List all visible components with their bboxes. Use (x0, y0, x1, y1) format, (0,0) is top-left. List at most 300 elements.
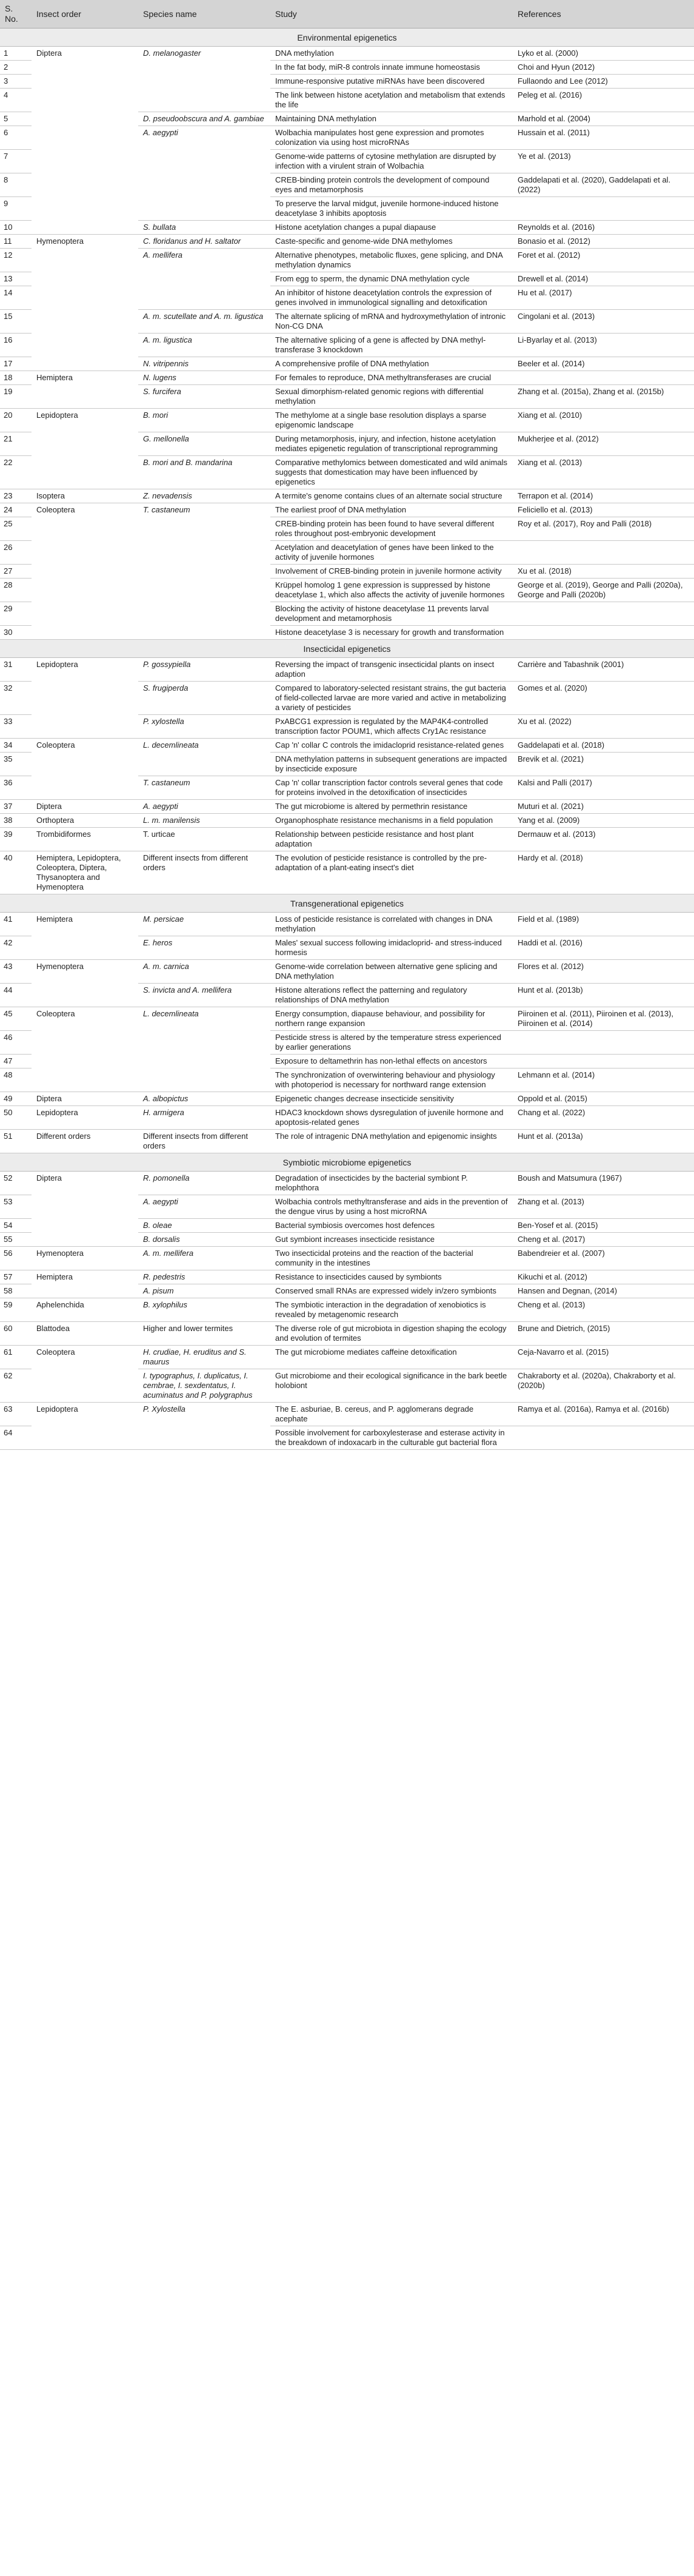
row-number: 50 (0, 1106, 32, 1130)
table-row (0, 960, 694, 984)
species-name: L. decemlineata (138, 1007, 270, 1092)
study-text: Pesticide stress is altered by the temperature stress experienced by earlier generations (270, 1031, 513, 1055)
reference-text: Brune and Dietrich, (2015) (513, 1322, 694, 1346)
study-text: Bacterial symbiosis overcomes host defences (270, 1219, 513, 1233)
table-header (0, 0, 694, 29)
reference-text: Boush and Matsumura (1967) (513, 1172, 694, 1195)
species-name: A. albopictus (138, 1092, 270, 1106)
section-header-row (0, 29, 694, 47)
row-number: 62 (0, 1369, 32, 1403)
table-row (0, 1247, 694, 1270)
reference-text: Carrière and Tabashnik (2001) (513, 658, 694, 682)
row-number: 12 (0, 249, 32, 272)
row-number: 49 (0, 1092, 32, 1106)
reference-text: Marhold et al. (2004) (513, 112, 694, 126)
reference-text: Li-Byarlay et al. (2013) (513, 334, 694, 357)
row-number: 18 (0, 371, 32, 385)
study-text: Caste-specific and genome-wide DNA methylomes (270, 235, 513, 249)
row-number: 4 (0, 89, 32, 112)
reference-text: Hussain et al. (2011) (513, 126, 694, 150)
row-number: 13 (0, 272, 32, 286)
table-row (0, 1106, 694, 1130)
species-name: A. aegypti (138, 126, 270, 221)
row-number: 23 (0, 489, 32, 503)
reference-text (513, 602, 694, 626)
row-number: 60 (0, 1322, 32, 1346)
row-number: 38 (0, 814, 32, 828)
reference-text (513, 197, 694, 221)
study-text: Epigenetic changes decrease insecticide sensitivity (270, 1092, 513, 1106)
reference-text: Zhang et al. (2015a), Zhang et al. (2015b) (513, 385, 694, 409)
reference-text: Zhang et al. (2013) (513, 1195, 694, 1219)
reference-text: Foret et al. (2012) (513, 249, 694, 272)
species-name: E. heros (138, 936, 270, 960)
row-number: 63 (0, 1403, 32, 1426)
insect-order: Hymenoptera (32, 960, 138, 1007)
study-text: In the fat body, miR-8 controls innate immune homeostasis (270, 61, 513, 75)
table-body (0, 29, 694, 1450)
species-name: H. armigera (138, 1106, 270, 1130)
reference-text: Lyko et al. (2000) (513, 47, 694, 61)
insect-order: Lepidoptera (32, 1106, 138, 1130)
study-text: The role of intragenic DNA methylation and epigenomic insights (270, 1130, 513, 1153)
header-species-name: Species name (138, 0, 270, 29)
row-number: 8 (0, 173, 32, 197)
section-header-row (0, 1153, 694, 1172)
reference-text: Cheng et al. (2013) (513, 1298, 694, 1322)
species-name: B. mori (138, 409, 270, 432)
insect-order: Different orders (32, 1130, 138, 1153)
species-name: P. Xylostella (138, 1403, 270, 1450)
reference-text: George et al. (2019), George and Palli (2020a), George and Palli (2020b) (513, 579, 694, 602)
species-name: Z. nevadensis (138, 489, 270, 503)
row-number: 22 (0, 456, 32, 489)
reference-text: Chakraborty et al. (2020a), Chakraborty et al. (2020b) (513, 1369, 694, 1403)
species-name: B. dorsalis (138, 1233, 270, 1247)
study-text: CREB-binding protein controls the development of compound eyes and metamorphosis (270, 173, 513, 197)
insect-order: Diptera (32, 1092, 138, 1106)
study-text: Reversing the impact of transgenic insecticidal plants on insect adaption (270, 658, 513, 682)
study-text: The synchronization of overwintering behaviour and physiology with photoperiod is necessary for northward range extension (270, 1068, 513, 1092)
reference-text (513, 371, 694, 385)
species-name: G. mellonella (138, 432, 270, 456)
species-name: A. aegypti (138, 800, 270, 814)
table-row (0, 1130, 694, 1153)
reference-text: Fullaondo and Lee (2012) (513, 75, 694, 89)
study-text: The evolution of pesticide resistance is controlled by the pre-adaptation of a plant-eating insect's diet (270, 851, 513, 894)
row-number: 5 (0, 112, 32, 126)
reference-text: Hardy et al. (2018) (513, 851, 694, 894)
insect-order: Coleoptera (32, 739, 138, 800)
reference-text: Lehmann et al. (2014) (513, 1068, 694, 1092)
insect-order: Lepidoptera (32, 1403, 138, 1450)
insect-order: Orthoptera (32, 814, 138, 828)
row-number: 11 (0, 235, 32, 249)
row-number: 39 (0, 828, 32, 851)
study-text: Acetylation and deacetylation of genes have been linked to the activity of juvenile hormones (270, 541, 513, 565)
species-name: B. mori and B. mandarina (138, 456, 270, 489)
study-text: Organophosphate resistance mechanisms in a field population (270, 814, 513, 828)
reference-text: Kalsi and Palli (2017) (513, 776, 694, 800)
study-text: Histone acetylation changes a pupal diapause (270, 221, 513, 235)
row-number: 59 (0, 1298, 32, 1322)
table-row (0, 1092, 694, 1106)
row-number: 61 (0, 1346, 32, 1369)
table-row (0, 1346, 694, 1369)
row-number: 27 (0, 565, 32, 579)
species-name: S. frugiperda (138, 682, 270, 715)
reference-text: Hunt et al. (2013b) (513, 984, 694, 1007)
table-row (0, 851, 694, 894)
reference-text: Xiang et al. (2010) (513, 409, 694, 432)
reference-text: Cingolani et al. (2013) (513, 310, 694, 334)
table-row (0, 1270, 694, 1284)
table-row (0, 913, 694, 936)
row-number: 14 (0, 286, 32, 310)
reference-text: Oppold et al. (2015) (513, 1092, 694, 1106)
reference-text: Piiroinen et al. (2011), Piiroinen et al. (2013), Piiroinen et al. (2014) (513, 1007, 694, 1031)
table-row (0, 503, 694, 517)
section-header-row (0, 894, 694, 913)
row-number: 16 (0, 334, 32, 357)
reference-text: Peleg et al. (2016) (513, 89, 694, 112)
row-number: 52 (0, 1172, 32, 1195)
study-text: From egg to sperm, the dynamic DNA methylation cycle (270, 272, 513, 286)
study-text: Relationship between pesticide resistance and host plant adaptation (270, 828, 513, 851)
reference-text: Beeler et al. (2014) (513, 357, 694, 371)
table-row (0, 1007, 694, 1031)
reference-text (513, 1031, 694, 1055)
study-text: Maintaining DNA methylation (270, 112, 513, 126)
reference-text: Cheng et al. (2017) (513, 1233, 694, 1247)
row-number: 6 (0, 126, 32, 150)
species-name: N. vitripennis (138, 357, 270, 371)
reference-text: Chang et al. (2022) (513, 1106, 694, 1130)
reference-text: Ramya et al. (2016a), Ramya et al. (2016b) (513, 1403, 694, 1426)
reference-text: Reynolds et al. (2016) (513, 221, 694, 235)
insect-order: Hymenoptera (32, 1247, 138, 1270)
reference-text: Yang et al. (2009) (513, 814, 694, 828)
reference-text: Dermauw et al. (2013) (513, 828, 694, 851)
insect-order: Blattodea (32, 1322, 138, 1346)
table-row (0, 1298, 694, 1322)
row-number: 48 (0, 1068, 32, 1092)
row-number: 35 (0, 753, 32, 776)
table-row (0, 371, 694, 385)
row-number: 44 (0, 984, 32, 1007)
row-number: 21 (0, 432, 32, 456)
insect-order: Hemiptera, Lepidoptera, Coleoptera, Diptera, Thysanoptera and Hymenoptera (32, 851, 138, 894)
study-text: The E. asburiae, B. cereus, and P. agglomerans degrade acephate (270, 1403, 513, 1426)
table-row (0, 828, 694, 851)
reference-text: Kikuchi et al. (2012) (513, 1270, 694, 1284)
study-text: A comprehensive profile of DNA methylation (270, 357, 513, 371)
study-text: Possible involvement for carboxylesterase and esterase activity in the breakdown of indoxacarb in the culturable gut bacterial flora (270, 1426, 513, 1450)
study-text: PxABCG1 expression is regulated by the MAP4K4-controlled transcription factor POUM1, which affects Cry1Ac resistance (270, 715, 513, 739)
study-text: HDAC3 knockdown shows dysregulation of juvenile hormone and apoptosis-related genes (270, 1106, 513, 1130)
row-number: 45 (0, 1007, 32, 1031)
section-title: Environmental epigenetics (0, 29, 694, 47)
reference-text: Field et al. (1989) (513, 913, 694, 936)
species-name: S. invicta and A. mellifera (138, 984, 270, 1007)
study-text: Immune-responsive putative miRNAs have been discovered (270, 75, 513, 89)
header-s-no: S. No. (0, 0, 32, 29)
row-number: 34 (0, 739, 32, 753)
species-name: A. m. scutellate and A. m. ligustica (138, 310, 270, 334)
study-text: DNA methylation (270, 47, 513, 61)
row-number: 55 (0, 1233, 32, 1247)
study-text: The earliest proof of DNA methylation (270, 503, 513, 517)
species-name: A. pisum (138, 1284, 270, 1298)
row-number: 40 (0, 851, 32, 894)
study-text: The methylome at a single base resolution displays a sparse epigenomic landscape (270, 409, 513, 432)
row-number: 10 (0, 221, 32, 235)
table-row (0, 47, 694, 61)
study-text: Blocking the activity of histone deacetylase 11 prevents larval development and metamorphosis (270, 602, 513, 626)
species-name: M. persicae (138, 913, 270, 936)
study-text: Genome-wide patterns of cytosine methylation are disrupted by infection with a virulent strain of Wolbachia (270, 150, 513, 173)
study-text: An inhibitor of histone deacetylation controls the expression of genes involved in immunological signalling and detoxification (270, 286, 513, 310)
table-row (0, 489, 694, 503)
study-text: Two insecticidal proteins and the reaction of the bacterial community in the intestines (270, 1247, 513, 1270)
reference-text: Gaddelapati et al. (2020), Gaddelapati et al. (2022) (513, 173, 694, 197)
row-number: 20 (0, 409, 32, 432)
insect-order: Diptera (32, 800, 138, 814)
insect-order: Coleoptera (32, 1346, 138, 1403)
insect-order: Lepidoptera (32, 658, 138, 739)
study-text: Krüppel homolog 1 gene expression is suppressed by histone deacetylase 1, which also affects the activity of juvenile hormones (270, 579, 513, 602)
study-text: Wolbachia controls methyltransferase and aids in the prevention of the dengue virus by using a host microRNA (270, 1195, 513, 1219)
study-text: Cap 'n' collar transcription factor controls several genes that code for proteins involved in the detoxification of insecticides (270, 776, 513, 800)
row-number: 58 (0, 1284, 32, 1298)
header-study: Study (270, 0, 513, 29)
reference-text: Xu et al. (2022) (513, 715, 694, 739)
study-text: Histone deacetylase 3 is necessary for growth and transformation (270, 626, 513, 640)
study-text: Degradation of insecticides by the bacterial symbiont P. melophthora (270, 1172, 513, 1195)
row-number: 42 (0, 936, 32, 960)
row-number: 57 (0, 1270, 32, 1284)
reference-text: Choi and Hyun (2012) (513, 61, 694, 75)
insect-order: Isoptera (32, 489, 138, 503)
species-name: D. melanogaster (138, 47, 270, 112)
row-number: 28 (0, 579, 32, 602)
reference-text (513, 1055, 694, 1068)
species-name: Different insects from different orders (138, 1130, 270, 1153)
insect-order: Hemiptera (32, 913, 138, 960)
species-name: B. xylophilus (138, 1298, 270, 1322)
header-row (0, 0, 694, 29)
row-number: 36 (0, 776, 32, 800)
table-row (0, 1403, 694, 1426)
row-number: 30 (0, 626, 32, 640)
study-text: During metamorphosis, injury, and infection, histone acetylation mediates epigenetic regulation of transcriptional reprogramming (270, 432, 513, 456)
study-text: The link between histone acetylation and metabolism that extends the life (270, 89, 513, 112)
study-text: Histone alterations reflect the patterning and regulatory relationships of DNA methylation (270, 984, 513, 1007)
reference-text: Roy et al. (2017), Roy and Palli (2018) (513, 517, 694, 541)
table-row (0, 235, 694, 249)
reference-text: Flores et al. (2012) (513, 960, 694, 984)
species-name: Higher and lower termites (138, 1322, 270, 1346)
study-text: Compared to laboratory-selected resistant strains, the gut bacteria of field-collected larvae are more varied and active in metabolizing a variety of pesticides (270, 682, 513, 715)
reference-text: Bonasio et al. (2012) (513, 235, 694, 249)
reference-text: Muturi et al. (2021) (513, 800, 694, 814)
species-name: I. typographus, I. duplicatus, I. cembrae, I. sexdentatus, I. acuminatus and P. polygraphus (138, 1369, 270, 1403)
row-number: 32 (0, 682, 32, 715)
study-text: Cap 'n' collar C controls the imidacloprid resistance-related genes (270, 739, 513, 753)
study-text: The diverse role of gut microbiota in digestion shaping the ecology and evolution of termites (270, 1322, 513, 1346)
section-header-row (0, 640, 694, 658)
reference-text: Babendreier et al. (2007) (513, 1247, 694, 1270)
row-number: 9 (0, 197, 32, 221)
section-title: Transgenerational epigenetics (0, 894, 694, 913)
section-title: Symbiotic microbiome epigenetics (0, 1153, 694, 1172)
row-number: 47 (0, 1055, 32, 1068)
table-row (0, 409, 694, 432)
insect-order: Aphelenchida (32, 1298, 138, 1322)
row-number: 33 (0, 715, 32, 739)
row-number: 54 (0, 1219, 32, 1233)
species-name: L. decemlineata (138, 739, 270, 776)
row-number: 26 (0, 541, 32, 565)
study-text: Comparative methylomics between domesticated and wild animals suggests that domestication may have been influenced by epigenetics (270, 456, 513, 489)
table-row (0, 800, 694, 814)
species-name: B. oleae (138, 1219, 270, 1233)
species-name: T. castaneum (138, 776, 270, 800)
row-number: 1 (0, 47, 32, 61)
species-name: T. castaneum (138, 503, 270, 640)
species-name: A. m. carnica (138, 960, 270, 984)
table-row (0, 658, 694, 682)
table-row (0, 1172, 694, 1195)
species-name: T. urticae (138, 828, 270, 851)
row-number: 24 (0, 503, 32, 517)
reference-text: Hunt et al. (2013a) (513, 1130, 694, 1153)
study-text: Wolbachia manipulates host gene expression and promotes colonization via using host microRNAs (270, 126, 513, 150)
row-number: 37 (0, 800, 32, 814)
study-text: The alternate splicing of mRNA and hydroxymethylation of intronic Non-CG DNA (270, 310, 513, 334)
reference-text: Xiang et al. (2013) (513, 456, 694, 489)
study-text: Gut symbiont increases insecticide resistance (270, 1233, 513, 1247)
row-number: 51 (0, 1130, 32, 1153)
reference-text: Brevik et al. (2021) (513, 753, 694, 776)
insect-order: Coleoptera (32, 503, 138, 640)
reference-text: Drewell et al. (2014) (513, 272, 694, 286)
table-row (0, 739, 694, 753)
study-text: The alternative splicing of a gene is affected by DNA methyl-transferase 3 knockdown (270, 334, 513, 357)
study-text: Alternative phenotypes, metabolic fluxes, gene splicing, and DNA methylation dynamics (270, 249, 513, 272)
row-number: 15 (0, 310, 32, 334)
reference-text (513, 1426, 694, 1450)
species-name: L. m. manilensis (138, 814, 270, 828)
reference-text: Haddi et al. (2016) (513, 936, 694, 960)
species-name: D. pseudoobscura and A. gambiae (138, 112, 270, 126)
reference-text: Mukherjee et al. (2012) (513, 432, 694, 456)
species-name: S. bullata (138, 221, 270, 235)
study-text: Resistance to insecticides caused by symbionts (270, 1270, 513, 1284)
species-name: C. floridanus and H. saltator (138, 235, 270, 249)
row-number: 43 (0, 960, 32, 984)
reference-text: Gaddelapati et al. (2018) (513, 739, 694, 753)
insect-order: Lepidoptera (32, 409, 138, 489)
species-name: N. lugens (138, 371, 270, 385)
species-name: A. m. mellifera (138, 1247, 270, 1270)
species-name: R. pomonella (138, 1172, 270, 1195)
study-text: Conserved small RNAs are expressed widely in/zero symbionts (270, 1284, 513, 1298)
species-name: A. m. ligustica (138, 334, 270, 357)
insect-order: Hemiptera (32, 1270, 138, 1298)
row-number: 31 (0, 658, 32, 682)
insect-order: Hymenoptera (32, 235, 138, 371)
reference-text: Feliciello et al. (2013) (513, 503, 694, 517)
study-text: Loss of pesticide resistance is correlated with changes in DNA methylation (270, 913, 513, 936)
study-text: Exposure to deltamethrin has non-lethal effects on ancestors (270, 1055, 513, 1068)
row-number: 7 (0, 150, 32, 173)
reference-text: Gomes et al. (2020) (513, 682, 694, 715)
species-name: S. furcifera (138, 385, 270, 409)
row-number: 56 (0, 1247, 32, 1270)
study-text: A termite's genome contains clues of an alternate social structure (270, 489, 513, 503)
row-number: 53 (0, 1195, 32, 1219)
study-text: To preserve the larval midgut, juvenile hormone-induced histone deacetylase 3 inhibits apoptosis (270, 197, 513, 221)
table-row (0, 814, 694, 828)
header-references: References (513, 0, 694, 29)
insect-order: Coleoptera (32, 1007, 138, 1092)
study-text: Energy consumption, diapause behaviour, and possibility for northern range expansion (270, 1007, 513, 1031)
species-name: P. xylostella (138, 715, 270, 739)
study-text: Genome-wide correlation between alternative gene splicing and DNA methylation (270, 960, 513, 984)
reference-text: Ye et al. (2013) (513, 150, 694, 173)
reference-text: Hu et al. (2017) (513, 286, 694, 310)
row-number: 25 (0, 517, 32, 541)
species-name: H. crudiae, H. eruditus and S. maurus (138, 1346, 270, 1369)
header-insect-order: Insect order (32, 0, 138, 29)
study-text: Males' sexual success following imidacloprid- and stress-induced hormesis (270, 936, 513, 960)
species-name: Different insects from different orders (138, 851, 270, 894)
study-text: Gut microbiome and their ecological significance in the bark beetle holobiont (270, 1369, 513, 1403)
study-text: The gut microbiome mediates caffeine detoxification (270, 1346, 513, 1369)
study-text: Involvement of CREB-binding protein in juvenile hormone activity (270, 565, 513, 579)
row-number: 3 (0, 75, 32, 89)
study-text: DNA methylation patterns in subsequent generations are impacted by insecticide exposure (270, 753, 513, 776)
species-name: P. gossypiella (138, 658, 270, 682)
section-title: Insecticidal epigenetics (0, 640, 694, 658)
row-number: 17 (0, 357, 32, 371)
table-row (0, 1322, 694, 1346)
species-name: A. mellifera (138, 249, 270, 310)
row-number: 2 (0, 61, 32, 75)
insect-order: Trombidiformes (32, 828, 138, 851)
reference-text: Xu et al. (2018) (513, 565, 694, 579)
row-number: 46 (0, 1031, 32, 1055)
reference-text: Ben-Yosef et al. (2015) (513, 1219, 694, 1233)
reference-text: Hansen and Degnan, (2014) (513, 1284, 694, 1298)
study-text: Sexual dimorphism-related genomic regions with differential methylation (270, 385, 513, 409)
reference-text: Terrapon et al. (2014) (513, 489, 694, 503)
insect-order: Diptera (32, 47, 138, 235)
row-number: 41 (0, 913, 32, 936)
study-text: The gut microbiome is altered by permethrin resistance (270, 800, 513, 814)
row-number: 29 (0, 602, 32, 626)
reference-text (513, 626, 694, 640)
row-number: 64 (0, 1426, 32, 1450)
species-name: A. aegypti (138, 1195, 270, 1219)
insect-order: Hemiptera (32, 371, 138, 409)
study-text: CREB-binding protein has been found to have several different roles throughout post-embryonic development (270, 517, 513, 541)
species-name: R. pedestris (138, 1270, 270, 1284)
study-text: The symbiotic interaction in the degradation of xenobiotics is revealed by metagenomic research (270, 1298, 513, 1322)
reference-text: Ceja-Navarro et al. (2015) (513, 1346, 694, 1369)
reference-text (513, 541, 694, 565)
